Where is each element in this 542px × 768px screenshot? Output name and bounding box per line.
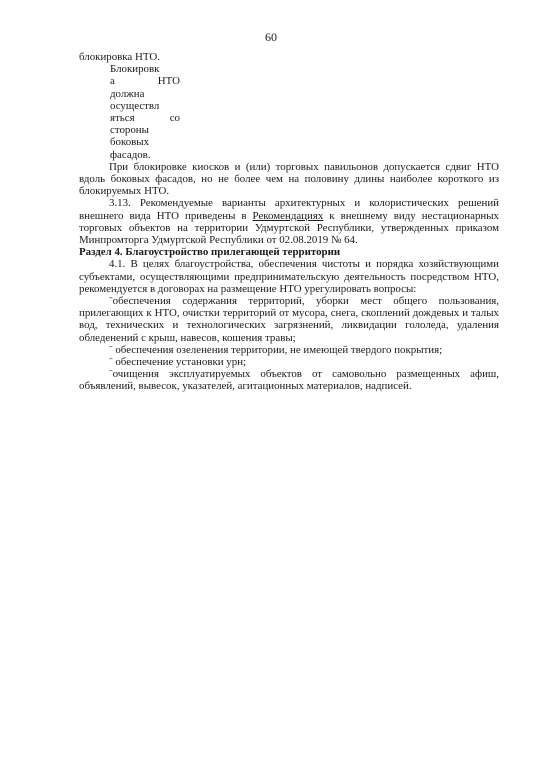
column-line: боковых (110, 136, 150, 149)
paragraph-3-13-end: к внешнему виду нестационарных торговых объектов на территории Удмуртской Республики, утвержденных приказом Минпромторга Удмуртской Республики от 02.08.2019 № 64. (79, 209, 499, 247)
paragraph-3-13 (79, 197, 499, 246)
document-body (79, 51, 499, 393)
list-item: ˉ обеспечения озеленения территории, не имеющей твердого покрытия; (109, 343, 443, 356)
paragraph-blocking: При блокировке киосков и (или) торговых павильонов допускается сдвиг НТО вдоль боковых фасадов, но не более чем на половину длины наиболее короткого из блокируемых НТО. (79, 160, 499, 198)
column-line: фасадов. (110, 148, 151, 161)
paragraph-4-1: 4.1. В целях благоустройства, обеспечения чистоты и порядка хозяйствующими субъектами, осуществляющими предпринимательскую деятельность посредством НТО, рекомендуется в договорах на размещение НТО урегулировать вопросы: (79, 258, 499, 295)
column-line: должна (110, 87, 145, 100)
section-heading: Раздел 4. Благоустройство прилегающей территории (79, 246, 341, 259)
column-line: осуществл (110, 99, 160, 112)
paragraph-3-13-start: 3.13. Рекомендуемые варианты архитектурных и колористических решений внешнего вида НТО приведены в (79, 197, 499, 222)
column-line: Блокировк (110, 63, 160, 76)
recommendations-link[interactable]: Рекомендациях (252, 209, 324, 222)
list-item: ˉочищения эксплуатируемых объектов от самовольно размещенных афиш, объявлений, вывесок, указателей, агитационных материалов, надписей. (79, 368, 499, 393)
column-line: яться со (110, 112, 180, 125)
list-item: ˉ обеспечение установки урн; (109, 356, 247, 369)
page-number: 60 (265, 30, 277, 44)
column-line: стороны (110, 124, 149, 137)
list-item: ˉобеспечения содержания территорий, уборки мест общего пользования, прилегающих к НТО, очистки территорий от мусора, снега, скоплений дождевых и талых вод, технических и технологических загрязнений, ликвидации гололеда, удаления обледенений с крыш, навесов, кошения травы; (79, 295, 499, 344)
top-line: блокировка НТО. (79, 51, 160, 63)
column-line: а НТО (110, 75, 180, 88)
narrow-column-text (110, 63, 180, 161)
